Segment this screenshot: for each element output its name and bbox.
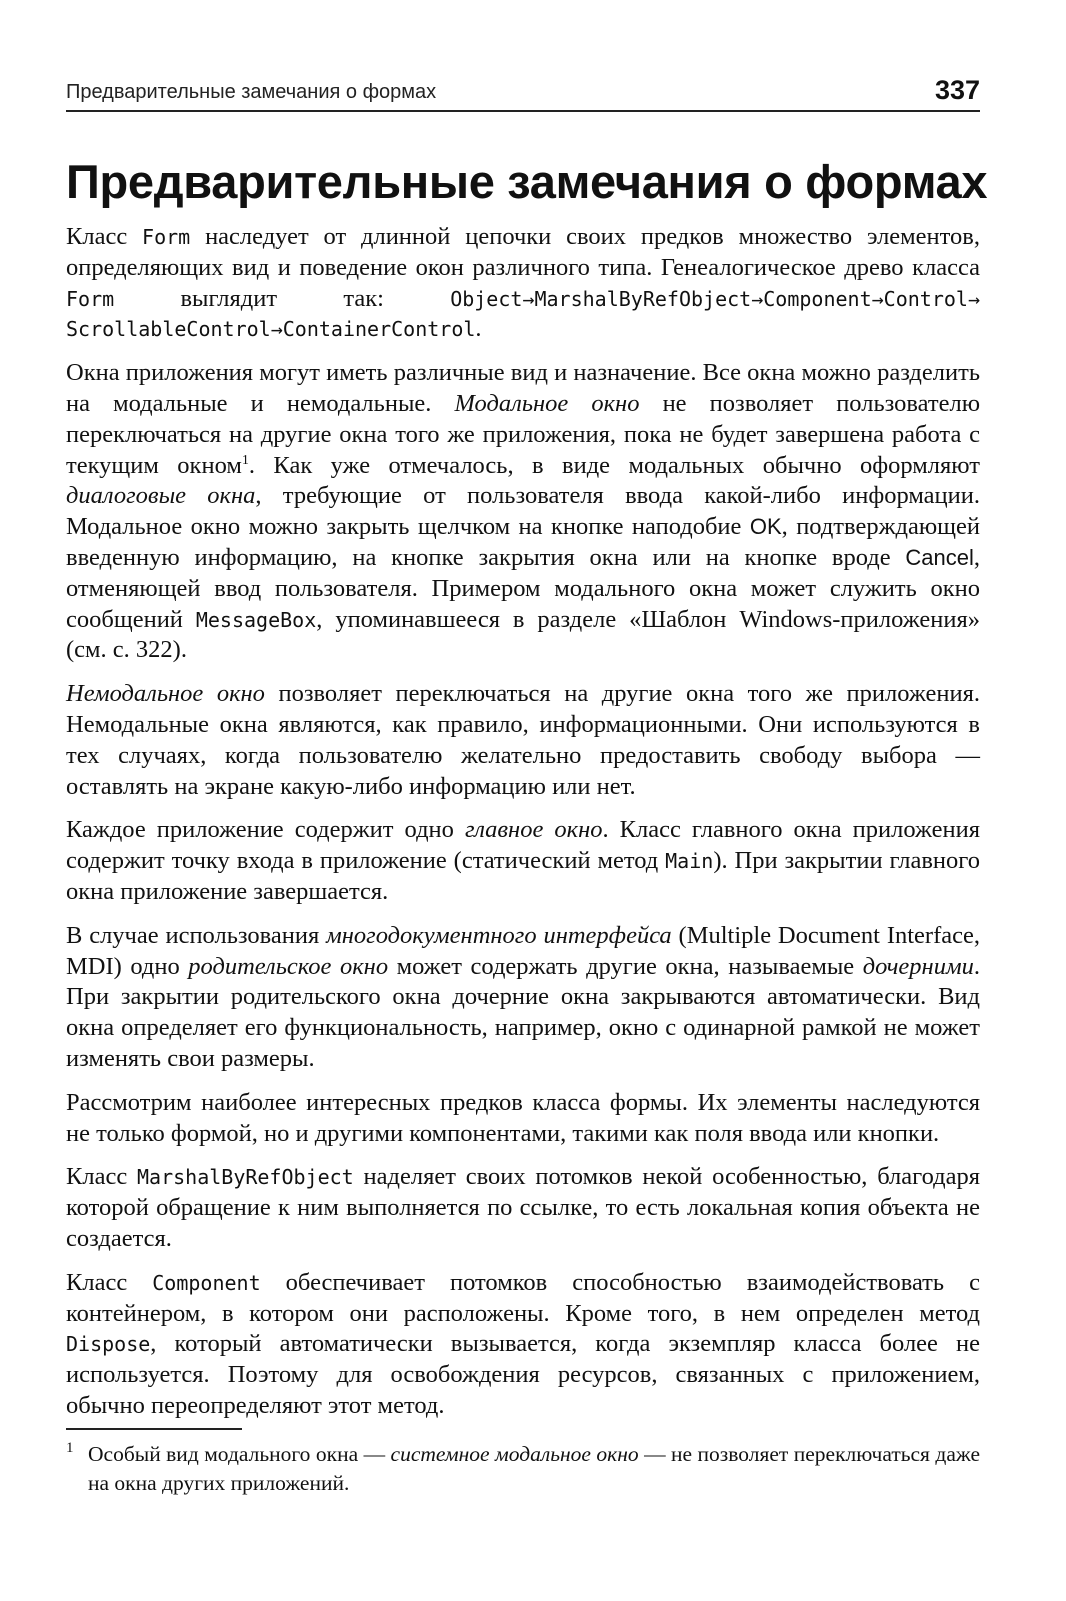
paragraph-form-inheritance: Класс Form наследует от длинной цепочки своих предков множество элементов, определяющих вид и поведение окон различного типа. Генеалогическое древо класса Form выглядит так: Object→MarshalByRefObject→Component→Control→ ScrollableControl→ContainerControl. bbox=[66, 223, 980, 343]
footnote-divider bbox=[66, 1428, 242, 1430]
term-main-window: главное окно bbox=[464, 816, 603, 844]
footnote-ref: 1 bbox=[241, 452, 249, 468]
code-term: Form bbox=[142, 225, 191, 249]
term-parent-window: родительское окно bbox=[188, 952, 389, 980]
running-header bbox=[66, 70, 980, 112]
code-term: MarshalByRefObject bbox=[136, 1165, 354, 1190]
paragraph-modeless-windows: Немодальное окно позволяет переключаться на другие окна того же приложения. Немодальные окна являются, как правило, информационными. Они используются в тех случаях, когда пользователю желательно предоставить свободу выбора — оставлять на экране какую-либо информацию или нет. bbox=[66, 680, 980, 800]
section-title: Предварительные замечания о формах bbox=[66, 155, 988, 208]
footnote-text: Особый вид модального окна — системное модальное окно — не позволяет переключаться даже на окна других приложений. bbox=[88, 1442, 980, 1495]
paragraph-marshalbyref: Класс MarshalByRefObject наделяет своих потомков некой особенностью, благодаря которой обращение к ним выполняется по ссылке, то есть локальная копия объекта не создается. bbox=[66, 1163, 980, 1252]
ui-term-cancel: Cancel bbox=[905, 544, 974, 570]
term-system-modal: системное модальное окно bbox=[390, 1442, 639, 1466]
paragraph-ancestors: Рассмотрим наиболее интересных предков класса формы. Их элементы наследуются не только формой, но и другими компонентами, такими как поля ввода или кнопки. bbox=[66, 1088, 980, 1147]
term-dialog-windows: диалоговые окна bbox=[66, 482, 256, 510]
footnote-mark: 1 bbox=[66, 1440, 74, 1456]
code-term: Main bbox=[665, 849, 714, 874]
footnote bbox=[66, 1440, 980, 1498]
term-modeless-window: Немодальное окно bbox=[66, 680, 265, 708]
ui-term-ok: OK bbox=[749, 514, 782, 540]
code-term: MessageBox bbox=[195, 607, 317, 632]
code-term: Component bbox=[152, 1270, 261, 1295]
paragraph-main-window: Каждое приложение содержит одно главное окно. Класс главного окна приложения содержит точку входа в приложение (статический метод Main). При закрытии главного окна приложение завершается. bbox=[66, 816, 980, 905]
running-title: Предварительные замечания о формах bbox=[66, 81, 437, 103]
paragraph-component: Класс Component обеспечивает потомков способностью взаимодействовать с контейнером, в котором они расположены. Кроме того, в нем определен метод Dispose, который автоматически вызывается, когда экземпляр класса более не используется. Поэтому для освобождения ресурсов, связанных с приложением, обычно переопределяют этот метод. bbox=[66, 1268, 980, 1419]
code-term: Dispose bbox=[66, 1332, 151, 1357]
body-text bbox=[66, 222, 980, 1435]
paragraph-modal-windows: Окна приложения могут иметь различные вид и назначение. Все окна можно разделить на модальные и немодальные. Модальное окно не позволяет пользователю переключаться на другие окна того же приложения, пока не будет завершена работа с текущим окном$^1$. Как уже отмечалось, в виде модальных обычно оформляют диалоговые окна, требующие от пользователя ввода какой-либо информации. Модальное окно можно закрыть щелчком на кнопке наподобие OK, подтверждающей введенную информацию, на кнопке закрытия окна или на кнопке вроде Cancel, отменяющей ввод пользователя. Примером модального окна может служить окно сообщений MessageBox, упоминавшееся в разделе «Шаблон Windows-приложения» (см. с. 322). bbox=[66, 359, 981, 664]
code-term: Form bbox=[66, 286, 115, 311]
paragraph-mdi: В случае использования многодокументного интерфейса (Multiple Document Interface, MDI) одно родительское окно может содержать другие окна, называемые дочерними. При закрытии родительского окна дочерние окна закрываются автоматически. Вид окна определяет его функциональность, например, окно с одинарной рамкой не может изменять свои размеры. bbox=[66, 921, 980, 1072]
term-modal-window: Модальное окно bbox=[454, 389, 640, 417]
term-mdi: многодокументного интерфейса bbox=[326, 921, 672, 949]
inheritance-chain: Object→MarshalByRefObject→Component→Control→ ScrollableControl→ContainerControl bbox=[66, 286, 980, 342]
term-child-windows: дочерними bbox=[862, 952, 974, 980]
page-number: 337 bbox=[934, 75, 980, 105]
